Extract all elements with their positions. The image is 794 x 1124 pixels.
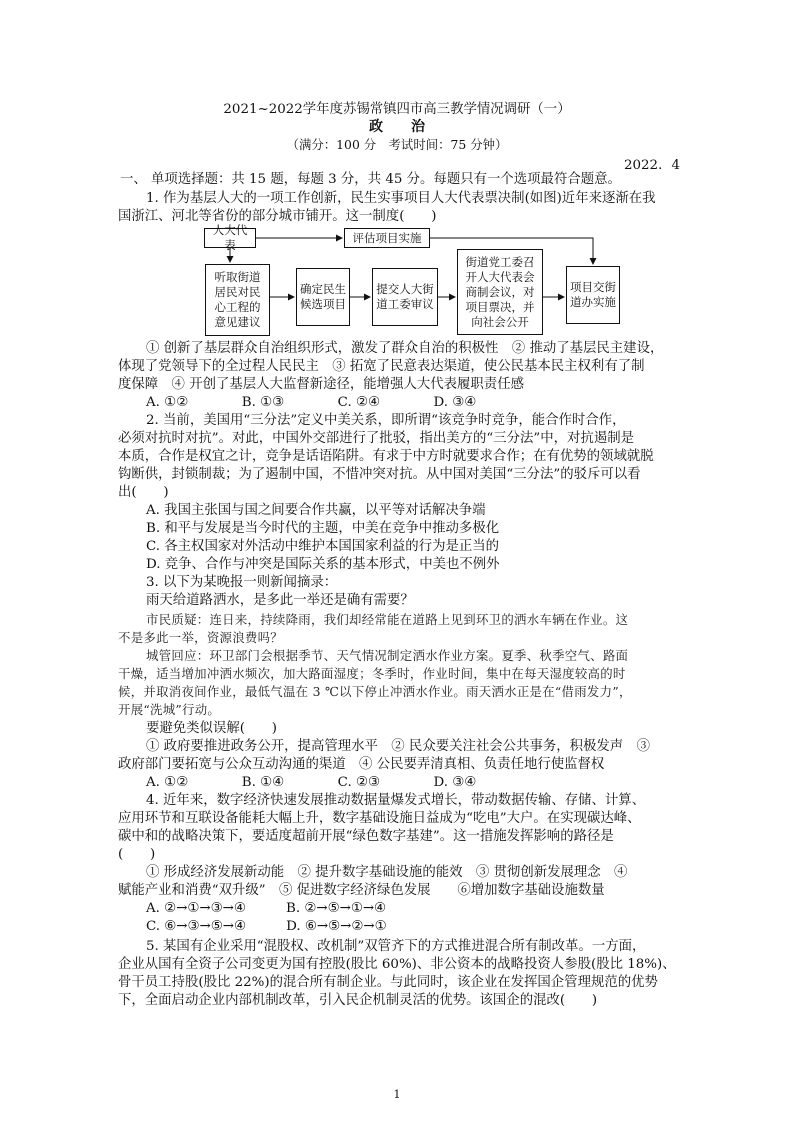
q3-news-line4: 干燥，适当增加冲洒水频次，加大路面湿度；冬季时，作业时间，集中在每天湿度较高的时 xyxy=(118,666,626,681)
q5-stem-line3: 骨干员工持股(股比 22%)的混合所有制企业。与此同时，该企业在发挥国企管理规范的优势 xyxy=(118,975,658,990)
q5-stem-line4: 下，全面启动企业内部机制改革，引入民企机制灵活的优势。该国企的混改( ) xyxy=(118,993,598,1008)
q3-news-line1: 市民质疑：连日来，持续降雨，我们却经常能在道路上见到环卫的洒水车辆在作业。这 xyxy=(146,612,629,627)
q2-stem-line1: 2. 当前，美国用“三分法”定义中美关系，即所谓“该竞争时竞争，能合作时合作， xyxy=(146,413,626,428)
q4-stem-line1: 4. 近年来，数字经济快速发展推动数据量爆发式增长，带动数据传输、存储、计算、 xyxy=(146,793,646,808)
flow-box-step3: 提交人大街道工委审议 xyxy=(372,268,438,326)
q4-stem-line2: 应用环节和互联设备能耗大幅上升，数字基础设施日益成为“吃电”大户。在实现碳达峰、 xyxy=(118,811,641,826)
q2-stem-line4: 钩断供，封锁制裁；为了遏制中国，不惜冲突对抗。从中国对美国“三分法”的驳斥可以看 xyxy=(118,467,641,482)
flow-box-delegates: 人大代表 xyxy=(204,228,256,248)
q2-option-d: D. 竞争、合作与冲突是国际关系的基本形式，中美也不例外 xyxy=(146,557,500,572)
subject-title: 政 治 xyxy=(369,119,425,135)
q3-news-line3: 城管回应：环卫部门会根据季节、天气情况制定洒水作业方案。夏季、秋季空气、路面 xyxy=(146,648,629,663)
q4-options-line2: 赋能产业和消费“双升级” ⑤ 促进数字经济绿色发展 ⑥增加数字基础设施数量 xyxy=(118,883,605,898)
q5-stem-line2: 企业从国有全资子公司变更为国有控股(股比 60%)、非公资本的战略投资人参股(股比 18%)、 xyxy=(118,957,676,972)
q2-stem-line5: 出( ) xyxy=(118,485,169,500)
q3-news-line6: 开展“洗城”行动。 xyxy=(118,702,221,717)
q4-stem-line3: 碳中和的战略决策下，要适度超前开展“绿色数字基建”。这一措施发挥影响的路径是 xyxy=(118,829,614,844)
q1-stem-line1: 1. 作为基层人大的一项工作创新，民生实事项目人大代表票决制(如图)近年来逐渐在我 xyxy=(146,191,656,206)
flow-box-step2: 确定民生候选项目 xyxy=(296,268,350,326)
flow-box-evaluate: 评估项目实施 xyxy=(344,228,430,248)
q3-options-line2: 政府部门要拓宽与公众互动沟通的渠道 ④ 公民要弄清真相、负责任地行使监督权 xyxy=(118,757,605,772)
q3-news-title: 雨天给道路洒水，是多此一举还是确有需要？ xyxy=(146,593,414,608)
q4-choices-ab: A. ②→①→③→④ B. ②→⑤→①→④ xyxy=(146,901,387,916)
q3-news-line5: 候，并取消夜间作业，最低气温在 3 ℃以下停止冲洒水作业。雨天洒水正是在“借雨发力”， xyxy=(118,684,632,699)
q5-stem-line1: 5. 某国有企业采用“混股权、改机制”双管齐下的方式推进混合所有制改革。一方面， xyxy=(146,939,646,954)
flow-box-step4: 街道党工委召开人大代表会商制会议，对项目票决，并向社会公开 xyxy=(457,249,543,335)
q4-choices-cd: C. ⑥→③→⑤→④ D. ⑥→⑤→②→① xyxy=(146,919,387,934)
q2-stem-line2: 必须对抗时对抗”。对此，中国外交部进行了批驳，指出美方的“三分法”中，对抗遏制是 xyxy=(118,431,634,446)
section-heading: 一、 单项选择题：共 15 题，每题 3 分，共 45 分。每题只有一个选项最符合题意。 xyxy=(120,172,621,187)
q2-option-b: B. 和平与发展是当今时代的主题，中美在竞争中推动多极化 xyxy=(146,521,500,536)
exam-info: （满分：100 分 考试时间：75 分钟） xyxy=(286,137,508,152)
q3-news-line2: 不是多此一举，资源浪费吗？ xyxy=(118,630,283,645)
q4-stem-line4: ( ) xyxy=(118,847,156,862)
q3-options-line1: ① 政府要推进政务公开，提高管理水平 ② 民众要关注社会公共事务，积极发声 ③ xyxy=(146,739,650,754)
q1-stem-line2: 国浙江、河北等省份的部分城市铺开。这一制度( ) xyxy=(118,209,437,224)
q1-choices: A. ①② B. ①③ C. ②④ D. ③④ xyxy=(146,395,477,410)
exam-date: 2022．4 xyxy=(624,158,680,173)
q2-option-c: C. 各主权国家对外活动中维护本国国家利益的行为是正当的 xyxy=(146,539,500,554)
q2-stem-line3: 本质，合作是权宜之计，竞争是话语陷阱。有求于中方时就要求合作；在有优势的领域就脱 xyxy=(118,449,654,464)
q1-options-line2: 体现了党领导下的全过程人民民主 ③ 拓宽了民意表达渠道，使公民基本民主权利有了制 xyxy=(118,359,645,374)
exam-title: 2021~2022学年度苏锡常镇四市高三教学情况调研（一） xyxy=(223,102,571,117)
q2-option-a: A. 我国主张国与国之间要合作共赢，以平等对话解决争端 xyxy=(146,503,486,518)
q3-stem-line1: 3. 以下为某晚报一则新闻摘录： xyxy=(146,575,338,590)
q1-options-line1: ① 创新了基层群众自治组织形式，激发了群众自治的积极性 ② 推动了基层民主建设， xyxy=(146,341,664,356)
flow-box-step1: 听取街道居民对民心工程的意见建议 xyxy=(205,264,270,336)
flow-box-step5: 项目交街道办实施 xyxy=(566,266,620,324)
page-number: 1 xyxy=(393,1088,401,1101)
q3-ask: 要避免类似误解( ) xyxy=(146,721,277,736)
q1-options-line3: 度保障 ④ 开创了基层人大监督新途径，能增强人大代表履职责任感 xyxy=(118,377,524,392)
q4-options-line1: ① 形成经济发展新动能 ② 提升数字基础设施的能效 ③ 贯彻创新发展理念 ④ xyxy=(146,865,628,880)
q3-choices: A. ①② B. ①④ C. ②③ D. ③④ xyxy=(146,775,477,790)
